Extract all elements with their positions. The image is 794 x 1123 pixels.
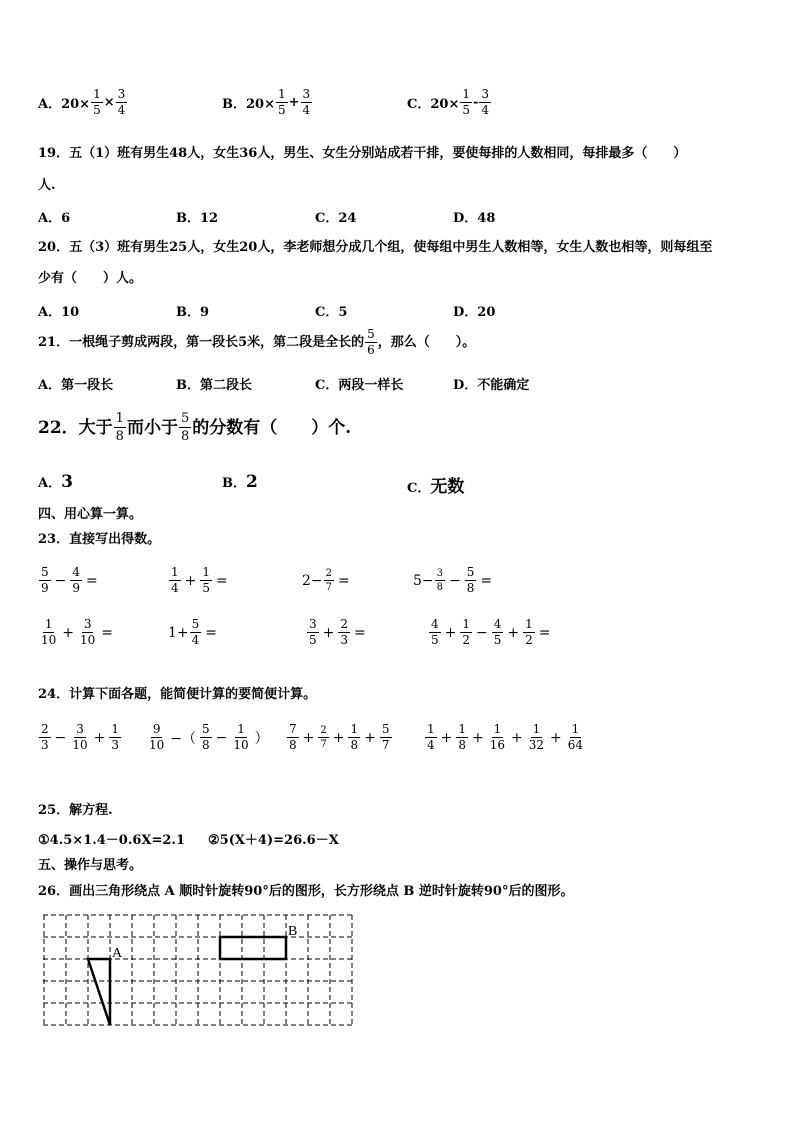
q24-question: 24．计算下面各题，能简便计算的要简便计算。	[38, 687, 317, 702]
close-paren: ）	[254, 730, 269, 747]
operator: +	[332, 729, 345, 746]
denominator: 9	[41, 581, 49, 595]
denominator: 64	[567, 738, 584, 752]
q24-expr-2	[146, 723, 272, 752]
numerator: 5	[191, 617, 200, 631]
fraction	[479, 88, 491, 117]
fraction	[324, 568, 334, 593]
equals: =	[354, 624, 366, 641]
q24-expr-4	[424, 723, 586, 752]
q21-option-d[interactable]: D．不能确定	[453, 378, 530, 393]
fraction	[116, 88, 128, 117]
denominator: 7	[381, 738, 390, 752]
operator: ×	[103, 95, 115, 110]
denominator: 16	[489, 738, 506, 752]
q19-option-a[interactable]: A．6	[38, 211, 71, 226]
numerator: 4	[431, 617, 439, 631]
numerator: 3	[302, 87, 311, 101]
q25-equation-2: ②5(X＋4)=26.6－X	[208, 833, 339, 848]
operator: −	[54, 572, 67, 589]
numerator: 1	[202, 565, 211, 579]
equals: =	[480, 572, 493, 589]
denominator: 4	[191, 633, 200, 647]
q22-option-b[interactable]	[222, 472, 258, 492]
q20-question-cont: 少有（ ）人。	[38, 271, 143, 286]
equals: =	[538, 624, 551, 641]
q25-question: 25．解方程.	[38, 803, 113, 818]
rectangle-shape	[220, 937, 286, 959]
numerator: 3	[481, 87, 490, 101]
q22-text-mid: 而小于	[126, 417, 178, 438]
option-value: 3	[61, 472, 73, 492]
numerator: 5	[466, 565, 475, 579]
fraction	[429, 618, 441, 647]
numerator: 1	[462, 617, 471, 631]
q20-option-c[interactable]: C．5	[315, 305, 348, 320]
fraction	[39, 566, 51, 595]
denominator: 5	[277, 103, 286, 117]
denominator: 2	[462, 633, 471, 647]
equals: =	[216, 572, 228, 589]
numerator: 1	[525, 617, 533, 631]
q22-text-post: 的分数有（ ）个.	[192, 417, 352, 438]
q23-expr-1	[38, 566, 101, 595]
denominator: 5	[493, 633, 502, 647]
fraction	[460, 88, 472, 117]
numerator: 4	[493, 617, 502, 631]
q26-question: 26．画出三角形绕点 A 顺时针旋转90°后的图形，长方形绕点 B 逆时针旋转90°后的图形。	[38, 884, 574, 899]
numerator: 5	[180, 411, 190, 426]
numerator: 3	[117, 87, 126, 101]
numerator: 3	[436, 568, 444, 579]
numerator: 1	[493, 722, 502, 736]
q21-option-a[interactable]: A．第一段长	[38, 378, 114, 393]
denominator: 8	[436, 582, 444, 593]
fraction	[435, 568, 445, 593]
whole-number: 1+	[168, 624, 189, 641]
denominator: 8	[458, 738, 467, 752]
numerator: 5	[202, 722, 210, 736]
fraction	[287, 723, 299, 752]
numerator: 1	[171, 565, 179, 579]
q23-expr-4	[413, 566, 495, 595]
denominator: 4	[302, 103, 311, 117]
q19-question: 19．五（1）班有男生48人，女生36人，男生、女生分别站成若干排，要使每排的人数相同，每排最多（ ）	[38, 146, 687, 161]
fraction	[114, 411, 126, 444]
denominator: 8	[202, 738, 210, 752]
q23-expr-7	[306, 618, 369, 647]
q23-expr-3	[302, 568, 353, 593]
denominator: 10	[41, 633, 57, 647]
numerator: 2	[340, 617, 349, 631]
q22-question	[38, 411, 351, 444]
operator: +	[550, 729, 562, 746]
denominator: 5	[431, 633, 439, 647]
q22-option-a[interactable]	[38, 472, 73, 492]
numerator: 5	[367, 327, 375, 341]
denominator: 6	[367, 343, 375, 357]
fraction	[200, 566, 212, 595]
option-value: 无数	[430, 477, 465, 497]
fraction	[460, 618, 472, 647]
q20-option-d[interactable]: D．20	[453, 305, 496, 320]
operator: −	[54, 729, 67, 746]
denominator: 3	[111, 738, 120, 752]
q19-question-cont: 人.	[38, 178, 56, 193]
numerator: 1	[115, 411, 124, 426]
operator: −（	[170, 730, 197, 747]
equals: =	[338, 572, 350, 589]
fraction	[78, 618, 97, 647]
fraction	[39, 723, 51, 752]
fraction	[566, 723, 585, 752]
operator: +	[364, 729, 376, 746]
q21-text-post: ，那么（ ）。	[377, 334, 476, 350]
q23-expr-5	[38, 618, 116, 647]
denominator: 5	[462, 103, 470, 117]
q23-expr-8	[428, 618, 554, 647]
numerator: 2	[320, 725, 327, 736]
denominator: 7	[320, 739, 327, 750]
numerator: 1	[532, 722, 541, 736]
fraction	[231, 723, 250, 752]
denominator: 10	[80, 633, 96, 647]
q21-question	[38, 328, 475, 357]
q19-option-c[interactable]: C．24	[315, 211, 357, 226]
denominator: 8	[180, 429, 190, 444]
numerator: 9	[152, 722, 161, 736]
operator: +	[507, 624, 520, 641]
section-4-heading: 四、用心算一算。	[38, 507, 143, 522]
q21-text-pre: 21．一根绳子剪成两段，第一段长5米，第二段是全长的	[38, 334, 365, 350]
denominator: 8	[289, 738, 297, 752]
denominator: 8	[115, 429, 124, 444]
operator: +	[62, 624, 75, 641]
option-label: A．	[38, 476, 62, 491]
fraction	[200, 723, 212, 752]
q18-option-a[interactable]	[38, 88, 128, 117]
operator: −	[449, 572, 461, 589]
q21-option-b[interactable]: B．第二段长	[176, 378, 252, 393]
numerator: 1	[93, 87, 101, 101]
denominator: 3	[41, 738, 49, 752]
q18-option-b[interactable]	[222, 88, 313, 117]
operator: +	[184, 572, 197, 589]
numerator: 4	[72, 565, 81, 579]
numerator: 1	[458, 722, 467, 736]
fraction	[109, 723, 121, 752]
operator: -	[472, 95, 479, 110]
fraction	[179, 411, 191, 444]
numerator: 3	[83, 617, 92, 631]
equals: =	[205, 624, 218, 641]
q23-question: 23．直接写出得数。	[38, 532, 161, 547]
numerator: 1	[44, 617, 53, 631]
operator: +	[440, 729, 453, 746]
denominator: 10	[233, 738, 249, 752]
numerator: 1	[237, 722, 245, 736]
numerator: 7	[289, 722, 297, 736]
q23-expr-2	[168, 566, 231, 595]
equals: =	[86, 572, 98, 589]
whole-number: 2−	[302, 572, 323, 589]
denominator: 4	[427, 738, 435, 752]
fraction	[70, 723, 89, 752]
denominator: 8	[350, 738, 359, 752]
q19-option-d[interactable]: D．48	[453, 211, 496, 226]
q18-option-c[interactable]	[407, 88, 492, 117]
q24-expr-1	[38, 723, 122, 752]
numerator: 2	[325, 568, 333, 579]
option-label: A．20×	[38, 97, 91, 112]
fraction	[91, 88, 103, 117]
denominator: 7	[325, 582, 333, 593]
numerator: 2	[41, 722, 49, 736]
q19-option-b[interactable]: B．12	[176, 211, 219, 226]
q23-expr-6	[168, 618, 220, 647]
operator: +	[302, 729, 315, 746]
numerator: 5	[381, 722, 390, 736]
denominator: 8	[466, 581, 475, 595]
operator: −	[215, 729, 228, 746]
fraction	[380, 723, 392, 752]
operator: +	[444, 624, 457, 641]
fraction	[488, 723, 507, 752]
triangle-shape	[88, 959, 110, 1025]
rotation-grid-figure[interactable]	[42, 913, 354, 1028]
denominator: 4	[117, 103, 126, 117]
denominator: 2	[525, 633, 533, 647]
denominator: 32	[528, 738, 545, 752]
option-value: 2	[246, 472, 258, 492]
option-label: C．	[407, 481, 431, 496]
fraction	[523, 618, 535, 647]
fraction	[169, 566, 181, 595]
equals: =	[101, 624, 114, 641]
denominator: 10	[72, 738, 88, 752]
fraction	[276, 88, 288, 117]
q20-question: 20．五（3）班有男生25人，女生20人，李老师想分成几个组，使每组中男生人数相等，女生人数也相等，则每组至	[38, 240, 713, 255]
numerator: 1	[427, 722, 435, 736]
fraction	[301, 88, 313, 117]
point-a-label: A	[112, 946, 123, 961]
fraction	[318, 725, 328, 750]
q21-option-c[interactable]: C．两段一样长	[315, 378, 404, 393]
fraction	[365, 328, 377, 357]
whole-number: 5−	[413, 572, 434, 589]
fraction	[39, 618, 58, 647]
fraction	[147, 723, 166, 752]
q22-text-pre: 22．大于	[38, 417, 113, 438]
fraction	[425, 723, 437, 752]
numerator: 3	[76, 722, 84, 736]
q22-option-c[interactable]	[407, 472, 464, 497]
operator: +	[322, 624, 335, 641]
denominator: 5	[93, 103, 101, 117]
fraction	[527, 723, 546, 752]
operator: +	[288, 95, 300, 110]
fraction	[190, 618, 202, 647]
operator: −	[476, 624, 488, 641]
option-label: B．	[222, 476, 246, 491]
option-label: C．20×	[407, 97, 460, 112]
numerator: 1	[571, 722, 580, 736]
section-5-heading: 五、操作与思考。	[38, 858, 143, 873]
numerator: 3	[309, 617, 317, 631]
fraction	[348, 723, 360, 752]
q25-equation-1: ①4.5×1.4－0.6X=2.1	[38, 833, 185, 848]
fraction	[307, 618, 319, 647]
denominator: 10	[149, 738, 165, 752]
denominator: 4	[171, 581, 179, 595]
operator: +	[93, 729, 106, 746]
operator: +	[472, 729, 484, 746]
operator: +	[511, 729, 523, 746]
fraction	[338, 618, 350, 647]
numerator: 1	[350, 722, 359, 736]
denominator: 4	[481, 103, 490, 117]
option-label: B．20×	[222, 97, 275, 112]
q20-option-b[interactable]: B．9	[176, 305, 210, 320]
denominator: 3	[340, 633, 349, 647]
dashed-grid	[43, 915, 352, 1025]
fraction	[492, 618, 504, 647]
fraction	[465, 566, 477, 595]
point-b-label: B	[288, 924, 298, 939]
numerator: 5	[41, 565, 49, 579]
numerator: 1	[462, 87, 470, 101]
fraction	[456, 723, 468, 752]
numerator: 1	[277, 87, 286, 101]
denominator: 9	[72, 581, 81, 595]
denominator: 5	[309, 633, 317, 647]
fraction	[70, 566, 82, 595]
numerator: 1	[111, 722, 120, 736]
q20-option-a[interactable]: A．10	[38, 305, 80, 320]
q24-expr-3	[286, 723, 393, 752]
denominator: 5	[202, 581, 211, 595]
